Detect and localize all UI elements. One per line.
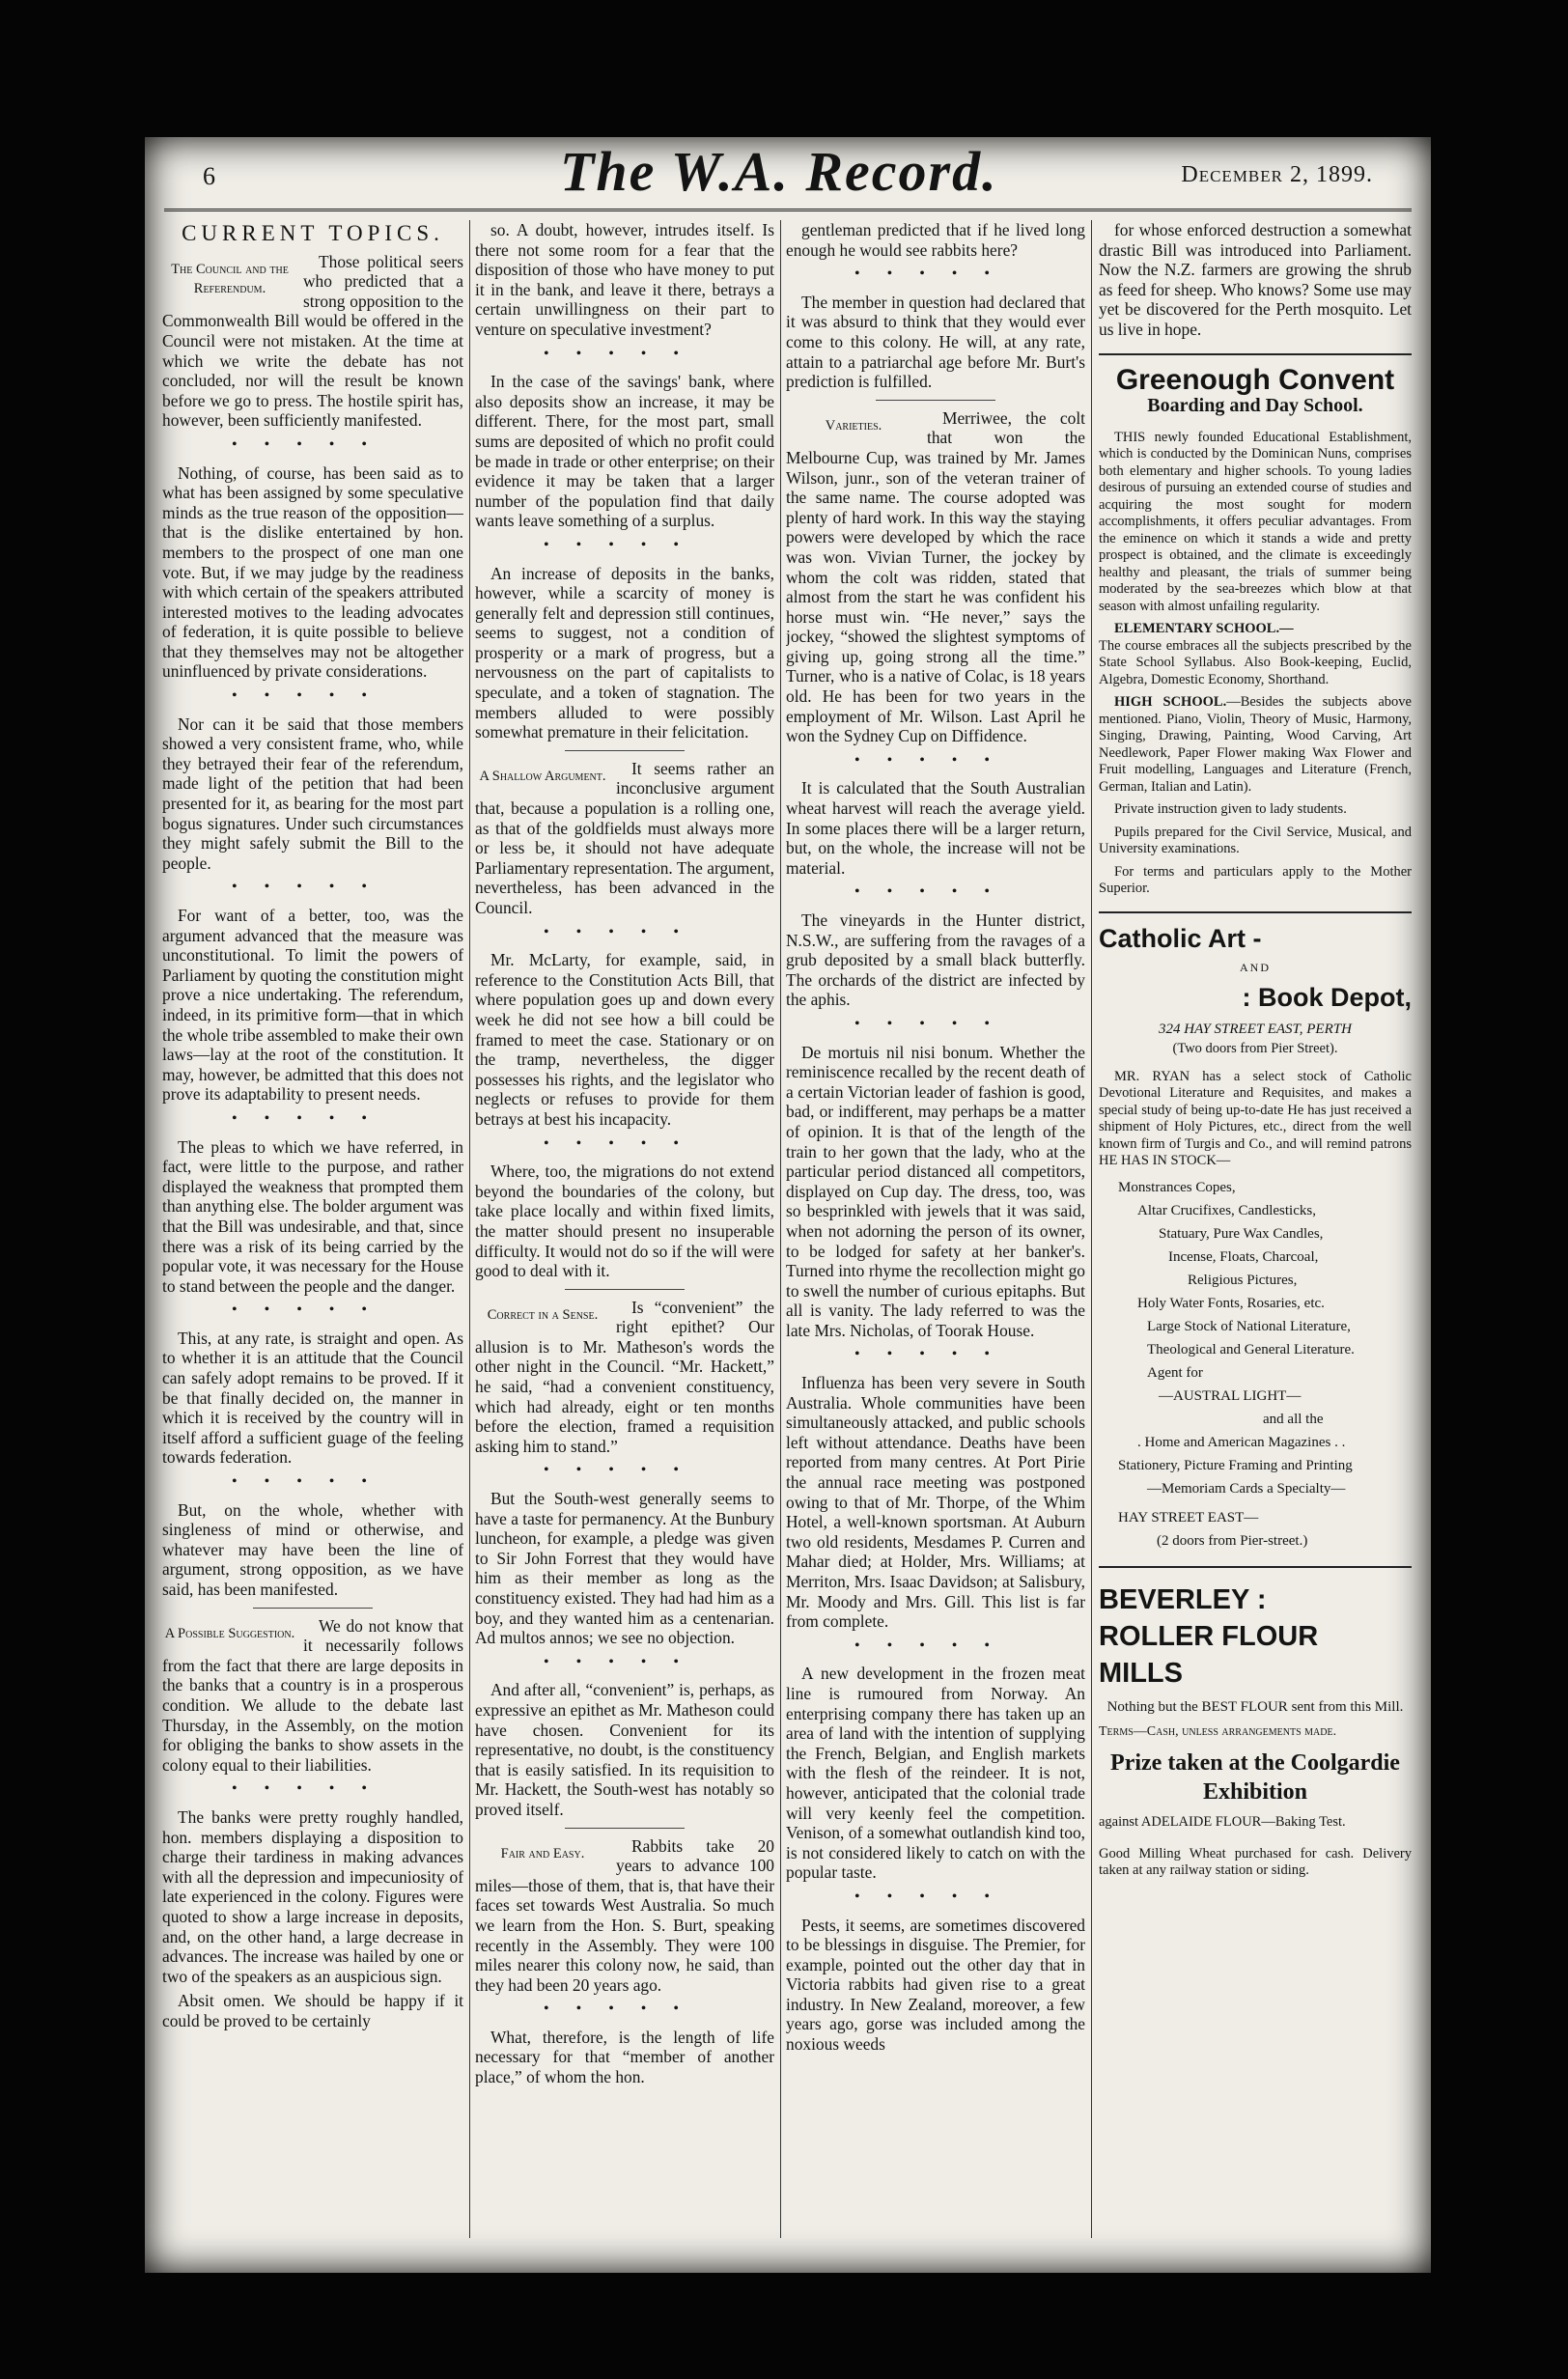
article-paragraph: Absit omen. We should be happy if it could be proved to be certainly (162, 1991, 463, 2030)
column-2 (475, 220, 774, 2248)
article-paragraph: Merriwee, the colt that won the Melbourne Cup, was trained by Mr. James Wilson, junr., son of the veteran trainer of the same name. The course adopted was plenty of hard work. In this way the staying powers were developed by which the race was won. Vivian Turner, the jockey by whom the colt was ridden, stated that almost from the start he was confident his horse must win. “He never,” says the jockey, “showed the slightest symptoms of giving up, going strong all the time.” Turner, who is a native of Colac, is 18 years old. He has been for two years in the employment of Mr. Wilson. Last April he won the Sydney Cup on Diffidence. (786, 407, 1085, 746)
stock-item: —AUSTRAL LIGHT— (1159, 1387, 1302, 1404)
article-rule (253, 1608, 374, 1609)
paragraph-separator: ••••• (543, 1653, 706, 1670)
paragraph-separator: ••••• (231, 1473, 394, 1491)
catholic-art-ad (1099, 923, 1412, 1553)
stock-item: Holy Water Fonts, Rosaries, etc. (1137, 1295, 1325, 1311)
ad-paragraph: Pupils prepared for the Civil Service, Musical, and University examinations. (1099, 824, 1412, 857)
article-paragraph: Rabbits take 20 years to advance 100 miles—those of them, that is, that have their faces set towards West Australia. So much we learn from the Hon. S. Burt, speaking recently in the Assembly. They were 100 miles nearer this colony now, he said, than they had been 20 years ago. (475, 1835, 774, 1995)
side-heading: The Council and the Referendum. (171, 261, 289, 296)
article-rule (565, 1828, 685, 1829)
ad-paragraph: THIS newly founded Educational Establishment, which is conducted by the Dominican Nuns, comprises both elementary and higher schools. To young ladies desirous of pursuing an extended course of studies and acquiring the most sought for modern accomplishments, it offers peculiar advantages. From the eminence on which it stands a wide and pretty prospect is obtained, and the climate is exceedingly healthy and pleasant, the trials of summer being moderated by the sea-breezes which blow at that season with almost unfailing regularity. (1099, 429, 1412, 614)
paragraph-separator: ••••• (543, 1134, 706, 1152)
article-paragraph: Is “convenient” the right epithet? Our allusion is to Mr. Matheson's words the other night in the Council. “Mr. Hackett,” he said, “had a convenient constituency, which had already, eight or ten months before the election, framed a requisition asking him to stand.” (475, 1297, 774, 1456)
ad-rule (1099, 1566, 1412, 1568)
article-paragraph: Those political seers who predicted that a strong opposition to the Commonwealth Bill would be offered in the Council were not mistaken. At the time at which we write the debate has not concluded, nor will the result be known before we go to press. The hostile spirit has, however, been sufficiently manifested. (162, 251, 463, 431)
article-paragraph: But the South-west generally seems to have a taste for permanency. At the Bunbury luncheon, for example, a pledge was given to Sir John Forrest that they would have him as their member as long as the constituency existed. They had had him as a boy, and they wanted him as a centenarian. Ad multos annos; we see no objection. (475, 1489, 774, 1648)
stock-item: Statuary, Pure Wax Candles, (1159, 1225, 1324, 1242)
article-paragraph: For want of a better, too, was the argument advanced that the measure was unconstitutional. To limit the powers of Parliament by quoting the constitution might prove a nice undertaking. The referendum, indeed, in its primitive form—that in which the whole tribe assembled to make their own laws—lay at the root of the constitution. It may, however, be admitted that this does not prove its adaptability to present needs. (162, 906, 463, 1105)
masthead-rule (164, 209, 1412, 211)
ad-paragraph: For terms and particulars apply to the Mother Superior. (1099, 863, 1412, 897)
section-title: CURRENT TOPICS. (182, 221, 444, 245)
stock-item: Large Stock of National Literature, (1147, 1318, 1351, 1334)
article-paragraph: so. A doubt, however, intrudes itself. Is there not some room for a fear that the disposition of those who have money to put it in the bank, and leave it there, betrays a certain unwillingness on their part to venture on speculative investment? (475, 220, 774, 339)
column-4 (1099, 220, 1412, 2248)
ad-text: against ADELAIDE FLOUR—Baking Test. (1099, 1813, 1346, 1830)
article-paragraph: But, on the whole, whether with singleness of mind or otherwise, and whatever may have been the line of argument, strong opposition, as we have said, has been manifested. (162, 1499, 463, 1599)
beverley-mills-ad (1099, 1581, 1412, 1879)
ad-heading: ROLLER FLOUR (1099, 1620, 1319, 1652)
stock-item: Stationery, Picture Framing and Printing (1118, 1457, 1353, 1473)
article-paragraph: And after all, “convenient” is, perhaps, as expressive an epithet as Mr. Matheson could have chosen. Convenient for its representative, no doubt, is the constituency that is easily satisfied. In its requisition to Mr. Hackett, the South-west has notably so proved itself. (475, 1680, 774, 1819)
stock-item: and all the (1263, 1411, 1324, 1427)
ad-heading: : Book Depot, (1242, 982, 1412, 1012)
masthead (145, 137, 1431, 207)
paragraph-separator: ••••• (231, 879, 394, 896)
stock-item: Agent for (1147, 1364, 1203, 1381)
paragraph-separator: ••••• (854, 751, 1017, 769)
article-paragraph: Pests, it seems, are sometimes discovered to be blessings in disguise. The Premier, for example, pointed out the other day that in Victoria rabbits had given rise to a great industry. In New Zealand, moreover, a few years ago, gorse was included among the noxious weeds (786, 1915, 1085, 2055)
stock-item: . Home and American Magazines . . (1137, 1434, 1346, 1450)
paragraph-separator: ••••• (854, 1637, 1017, 1654)
article-paragraph: This, at any rate, is straight and open. As to whether it is an attitude that the Council can safely adopt remains to be proved. If it be that finally decided on, the manner in which it is received by the country will in itself afford a sufficient guage of the feeling towards federation. (162, 1328, 463, 1468)
ad-paragraph (1099, 694, 1412, 796)
ad-rule (1099, 911, 1412, 913)
paragraph-separator: ••••• (543, 923, 706, 940)
stock-item: —Memoriam Cards a Specialty— (1147, 1480, 1346, 1497)
stock-item: Religious Pictures, (1188, 1272, 1298, 1288)
issue-date: December 2, 1899. (1181, 162, 1373, 187)
ad-heading: Catholic Art - (1099, 923, 1262, 953)
article-paragraph: We do not know that it necessarily follows from the fact that there are large deposits in the banks that a country is in a prosperous condition. We allude to the debate last Thursday, in the Assembly, on the motion for obliging the banks to show assets in the colony equal to their liabilities. (162, 1615, 463, 1775)
ad-text: The course embraces all the subjects prescribed by the State School Syllabus. Also Book-keeping, Euclid, Algebra, Domestic Economy, Shorthand. (1099, 637, 1412, 687)
article-paragraph: What, therefore, is the length of life necessary for that “member of another place,” of whom the hon. (475, 2027, 774, 2087)
ad-paragraph: Private instruction given to lady students. (1114, 801, 1347, 818)
side-heading: Fair and Easy. (500, 1845, 585, 1861)
article-rule (876, 400, 995, 401)
paragraph-separator: ••••• (231, 687, 394, 705)
paragraph-separator: ••••• (854, 1346, 1017, 1363)
ad-heading: Prize taken at the Coolgardie Exhibition (1110, 1749, 1400, 1805)
ad-subheading: Boarding and Day School. (1147, 395, 1363, 417)
article-paragraph: gentleman predicted that if he lived long enough he would see rabbits here? (786, 220, 1085, 260)
paragraph-separator: ••••• (543, 1462, 706, 1479)
ad-paragraph: MR. RYAN has a select stock of Catholic Devotional Literature and Requisites, and makes a special study of being up-to-date He has just received a shipment of Holy Pictures, etc., direct from the well known firm of Turgis and Co., and will remind patrons HE HAS IN STOCK— (1099, 1068, 1412, 1169)
article-paragraph: The pleas to which we have referred, in fact, were little to the purpose, and rather displayed the weakness that prompted them than anything else. The bolder argument was that the Bill was undesirable, and that, since there was a risk of its being carried by the popular vote, it was necessary for the House to stand between the people and the danger. (162, 1136, 463, 1296)
article-paragraph: It seems rather an inconclusive argument that, because a population is a rolling one, as that of the goldfields must always more or less be, it should not have adequate Parliamentary representation. The argument, nevertheless, has been advanced in the Council. (475, 758, 774, 917)
side-heading: A Possible Suggestion. (164, 1625, 295, 1641)
stock-item: HAY STREET EAST— (1118, 1509, 1259, 1525)
newspaper-page (145, 137, 1431, 2273)
article-paragraph: for whose enforced destruction a somewhat drastic Bill was introduced into Parliament. Now the N.Z. farmers are growing the shrub as feed for sheep. Who knows? Some use may yet be discovered for the Perth mosquito. Let us live in hope. (1099, 220, 1412, 339)
article-paragraph: Nor can it be said that those members showed a very consistent frame, who, while they betrayed their fear of the referendum, made light of the petition that had been presented for it, as bearing for the most part bogus signatures. Under such circumstances they might safely submit the Bill to the people. (162, 714, 463, 873)
side-heading: A Shallow Argument. (479, 768, 606, 784)
article-paragraph: De mortuis nil nisi bonum. Whether the reminiscence recalled by the recent death of a certain Victorian leader of fashion is good, bad, or indifferent, may perhaps be a matter of opinion. It is that of the length of the train to her gown that the lady, who at the particular period distanced all competitors, displayed on Cup day. The dress, too, was so besprinkled with jewels that it was said, when not adorning the person of its owner, to be lodged for safety at her banker's. Turned into rhyme the recollection might go to swell the number of curious epitaphs. But all is vanity. The lady referred to was the late Mrs. Nicholas, of Toorak House. (786, 1042, 1085, 1340)
ad-text: —Besides the subjects above mentioned. Piano, Violin, Theory of Music, Harmony, Singing, Drawing, Painting, Wood Carving, Art Needlework, Paper Flower making Wax Flower and Fruit modelling, Languages and Literature (French, German, Italian and Latin). (1099, 694, 1412, 795)
greenough-convent-ad (1099, 363, 1412, 898)
ad-address: 324 HAY STREET EAST, PERTH (1159, 1021, 1352, 1037)
stock-item: Monstrances Copes, (1118, 1179, 1236, 1195)
ad-heading: BEVERLEY : (1099, 1583, 1267, 1615)
ad-heading: MILLS (1099, 1657, 1183, 1689)
paragraph-separator: ••••• (543, 2001, 706, 2018)
ad-text: Good Milling Wheat purchased for cash. Delivery taken at any railway station or siding. (1099, 1845, 1412, 1878)
article-paragraph: Where, too, the migrations do not extend beyond the boundaries of the colony, but take place locally and within fixed limits, the matter should present no insuperable difficulty. It would not do so if the will were good to deal with it. (475, 1162, 774, 1281)
article-rule (565, 1289, 685, 1290)
stock-item: (2 doors from Pier-street.) (1157, 1532, 1308, 1549)
paragraph-separator: ••••• (231, 1301, 394, 1319)
newspaper-title: The W.A. Record. (560, 140, 998, 203)
paragraph-separator: ••••• (854, 266, 1017, 283)
article-paragraph: The vineyards in the Hunter district, N.S.W., are suffering from the ravages of a grub deposited by a small black butterfly. The orchards of the district are infected by the aphis. (786, 910, 1085, 1010)
paragraph-separator: ••••• (231, 1780, 394, 1798)
paragraph-separator: ••••• (543, 536, 706, 553)
stock-item: Incense, Floats, Charcoal, (1168, 1248, 1319, 1265)
paragraph-separator: ••••• (854, 1888, 1017, 1905)
article-paragraph: The banks were pretty roughly handled, hon. members displaying a disposition to charge their tardiness in making advances with all the depression and impecuniosity of late experienced in the colony. Figures were quoted to show a large increase in deposits, and, on the other hand, a large decrease in advances. The increase was hailed by one or two of the speakers as an auspicious sign. (162, 1806, 463, 1986)
article-paragraph: It is calculated that the South Australian wheat harvest will reach the average yield. In some places there will be a larger return, but, on the whole, the increase will not be material. (786, 778, 1085, 878)
ad-text: Nothing but the BEST FLOUR sent from this Mill. (1106, 1698, 1404, 1715)
column-1 (162, 220, 463, 2248)
stock-list (1099, 1176, 1412, 1553)
article-paragraph: The member in question had declared that it was absurd to think that they would ever come to this colony. He will, at any rate, attain to a patriarchal age before Mr. Burt's prediction is fulfilled. (786, 292, 1085, 392)
ad-label: ELEMENTARY SCHOOL.— (1114, 621, 1294, 637)
article-paragraph: Mr. McLarty, for example, said, in reference to the Constitution Acts Bill, that where population goes up and down every week he did not see how a bill could be framed to meet the case. Stationary or on the tramp, nevertheless, the digger possesses his rights, and the legislator who neglects or refuses to provide for them betrays at best his incapacity. (475, 950, 774, 1129)
article-paragraph: Influenza has been very severe in South Australia. Whole communities have been simultaneously attacked, and public schools left without attendance. Deaths have been reported from many centres. At Port Pirie the annual race meeting was postponed owing to that of Mr. Thorpe, of the Whim Hotel, a well-known sportsman. At Auburn two old residents, Mesdames P. Curren and Mahar died; at Holder, Mrs. Williams; at Merriton, Mrs. Isaac Davidson; at Salisbury, Mr. Moody and Mrs. Gill. This list is far from complete. (786, 1373, 1085, 1632)
column-divider (1091, 220, 1092, 2238)
column-divider (469, 220, 470, 2238)
ad-text: Terms—Cash, unless arrangements made. (1099, 1724, 1337, 1740)
paragraph-separator: ••••• (543, 345, 706, 362)
paragraph-separator: ••••• (854, 1015, 1017, 1032)
ad-address-note: (Two doors from Pier Street). (1172, 1041, 1338, 1057)
stock-item: Altar Crucifixes, Candlesticks, (1137, 1202, 1316, 1218)
column-3 (786, 220, 1085, 2248)
article-rule (565, 750, 685, 751)
paragraph-separator: ••••• (231, 1109, 394, 1127)
ad-body (1099, 430, 1412, 898)
ad-connector: AND (1240, 961, 1271, 975)
ad-paragraph (1099, 621, 1412, 688)
article-paragraph: A new development in the frozen meat line is rumoured from Norway. An enterprising company there has taken up an area of land with the intention of supplying the French, Belgian, and English markets with the flesh of the reindeer. It is not, however, anticipated that the colonial trade will very keenly feel the competition. Venison, of a somewhat outlandish kind too, is not considered likely to catch on with the popular taste. (786, 1664, 1085, 1883)
article-paragraph: Nothing, of course, has been said as to what has been assigned by some speculative minds as the true reason of the opposition—that is the dislike entertained by hon. members to the prospect of one man one vote. But, if we may judge by the readiness with which certain of the speakers attributed interested motives to the leading advocates of federation, it is quite possible to believe that they themselves may not be altogether uninfluenced by private considerations. (162, 462, 463, 682)
ad-body (1099, 1069, 1412, 1170)
article-paragraph: In the case of the savings' bank, where also deposits show an increase, it may be different. There, for the most part, small sums are deposited of which no profit could be made in trade or other enterprise; on their evidence it may be taken that a larger number of the population find that daily wants leave something of a surplus. (475, 372, 774, 531)
column-divider (780, 220, 781, 2238)
paragraph-separator: ••••• (854, 883, 1017, 901)
stock-item: Theological and General Literature. (1147, 1341, 1355, 1357)
ad-rule (1099, 353, 1412, 355)
side-heading: Varieties. (825, 417, 882, 434)
ad-heading: Greenough Convent (1115, 363, 1395, 396)
side-heading: Correct in a Sense. (487, 1306, 599, 1323)
page-number: 6 (203, 162, 215, 190)
paragraph-separator: ••••• (231, 435, 394, 453)
ad-label: HIGH SCHOOL. (1114, 694, 1227, 711)
article-paragraph: An increase of deposits in the banks, however, while a scarcity of money is generally felt and depression still continues, seems to suggest, not a condition of prosperity or a mark of progress, but a nervousness on the part of capitalists to speculate, and a token of stagnation. The members alluded to were possibly somewhat premature in their felicitation. (475, 563, 774, 742)
